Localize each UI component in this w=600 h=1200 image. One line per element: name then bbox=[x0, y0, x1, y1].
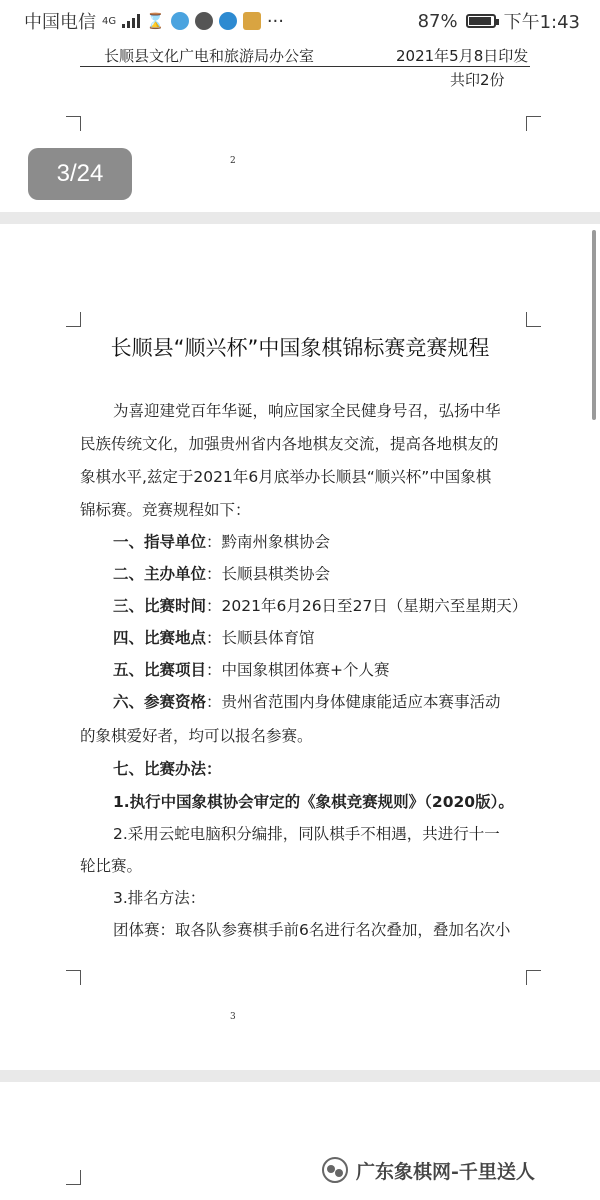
news-icon bbox=[243, 12, 261, 30]
header-date: 2021年5月8日印发 bbox=[396, 47, 529, 65]
document-title: 长顺县“顺兴杯”中国象棋锦标赛竞赛规程 bbox=[110, 336, 490, 360]
page-indicator: 3/24 bbox=[28, 148, 132, 200]
clock: 下午1:43 bbox=[503, 12, 580, 33]
method-2-line-1: 2.采用云蛇电脑积分编排，同队棋手不相遇，共进行十一 bbox=[113, 825, 500, 843]
scrollbar[interactable] bbox=[592, 230, 596, 420]
item-time: 三、比赛时间：2021年6月26日至27日（星期六至星期天） bbox=[113, 597, 528, 615]
method-2-line-2: 轮比赛。 bbox=[80, 857, 143, 875]
item-label: 一、指导单位 bbox=[113, 533, 207, 551]
wechat-icon bbox=[322, 1157, 348, 1183]
method-1-text: 1.执行中国象棋协会审定的《象棋竞赛规则》（2020版）。 bbox=[113, 793, 514, 811]
hourglass-icon: ⌛ bbox=[146, 12, 165, 30]
header-org: 长顺县文化广电和旅游局办公室 bbox=[104, 47, 315, 65]
method-heading-text: 七、比赛办法： bbox=[113, 760, 222, 778]
item-label: 二、主办单位 bbox=[113, 565, 207, 583]
copies-count: 共印2份 bbox=[450, 71, 505, 89]
header-rule bbox=[80, 66, 530, 67]
intro-line-2: 民族传统文化，加强贵州省内各地棋友交流，提高各地棋友的 bbox=[80, 435, 499, 453]
method-heading bbox=[113, 759, 533, 779]
item-organizer: 二、主办单位：长顺县棋类协会 bbox=[113, 565, 331, 583]
item-venue: 四、比赛地点：长顺县体育馆 bbox=[113, 629, 315, 647]
page-separator bbox=[0, 212, 600, 224]
network-type: 4G bbox=[102, 15, 117, 27]
eligibility-continuation: 的象棋爱好者，均可以报名参赛。 bbox=[80, 727, 313, 745]
item-events: 五、比赛项目：中国象棋团体赛+个人赛 bbox=[113, 661, 390, 679]
item-value: 贵州省范围内身体健康能适应本赛事活动 bbox=[221, 693, 501, 711]
signal-icon bbox=[122, 14, 140, 28]
page-corner-tl bbox=[66, 312, 81, 327]
method-1 bbox=[113, 792, 533, 812]
carrier-label: 中国电信 bbox=[24, 12, 96, 33]
item-label: 五、比赛项目 bbox=[113, 661, 207, 679]
intro-line-1: 为喜迎建党百年华诞，响应国家全民健身号召，弘扬中华 bbox=[113, 402, 501, 420]
watermark bbox=[316, 1150, 586, 1190]
page-number: 3 bbox=[230, 1012, 236, 1022]
watermark-text: 广东象棋网-千里送人 bbox=[356, 1160, 535, 1183]
item-label: 三、比赛时间 bbox=[113, 597, 207, 615]
battery-level-fill bbox=[469, 17, 492, 25]
intro-line-4: 锦标赛。竞赛规程如下： bbox=[80, 501, 251, 519]
more-icon: ··· bbox=[266, 10, 284, 32]
page-separator bbox=[0, 1070, 600, 1082]
page-number: 2 bbox=[230, 156, 236, 166]
item-label: 四、比赛地点 bbox=[113, 629, 207, 647]
item-value: 黔南州象棋协会 bbox=[221, 533, 331, 551]
item-label: 六、参赛资格 bbox=[113, 693, 207, 711]
item-value: 长顺县棋类协会 bbox=[221, 565, 331, 583]
status-bar bbox=[0, 0, 600, 40]
page-corner-bl bbox=[66, 116, 81, 131]
page-corner-tr bbox=[526, 312, 541, 327]
qq-icon bbox=[195, 12, 213, 30]
page-corner-br bbox=[526, 970, 541, 985]
item-guidance: 一、指导单位：黔南州象棋协会 bbox=[113, 533, 331, 551]
item-value: 长顺县体育馆 bbox=[221, 629, 315, 647]
item-eligibility: 六、参赛资格：贵州省范围内身体健康能适应本赛事活动 bbox=[113, 693, 501, 711]
ranking-heading: 3.排名方法： bbox=[113, 889, 206, 907]
battery-percent: 87% bbox=[417, 10, 458, 32]
intro-line-3: 象棋水平,兹定于2021年6月底举办长顺县“顺兴杯”中国象棋 bbox=[80, 468, 492, 486]
battery-icon bbox=[466, 14, 496, 28]
app-icon bbox=[171, 12, 189, 30]
page-corner-tl bbox=[66, 1170, 81, 1185]
team-ranking-line: 团体赛：取各队参赛棋手前6名进行名次叠加，叠加名次小 bbox=[113, 921, 511, 939]
page-corner-bl bbox=[66, 970, 81, 985]
item-value: 中国象棋团体赛+个人赛 bbox=[221, 661, 390, 679]
page-corner-br bbox=[526, 116, 541, 131]
browser-icon bbox=[219, 12, 237, 30]
item-value: 2021年6月26日至27日（星期六至星期天） bbox=[221, 597, 528, 615]
